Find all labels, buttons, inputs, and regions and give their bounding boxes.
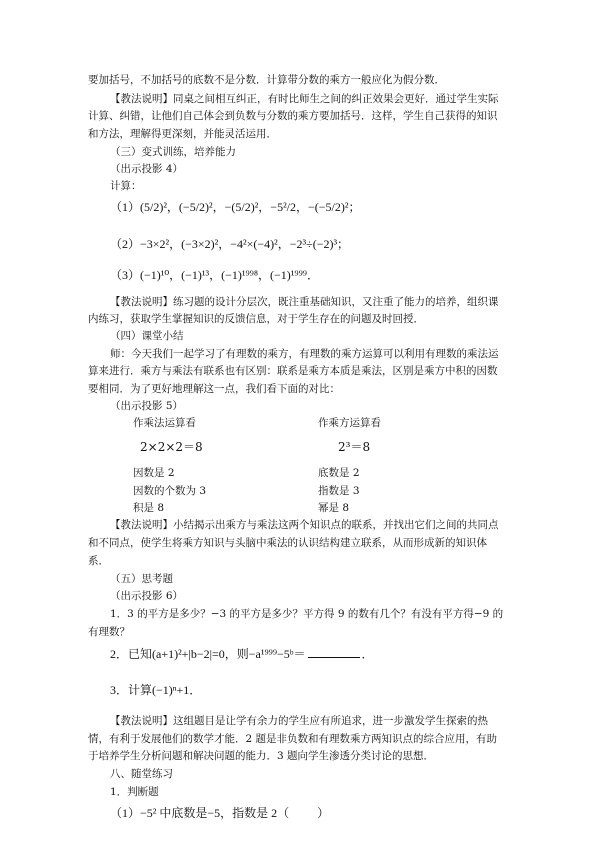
text-line: 有理数？ <box>88 626 130 638</box>
exercise-1-expressions: （1）(5/2)²，(−5/2)²，−(5/2)²，−5²/2，−(−5/2)²； <box>110 200 361 214</box>
text-line: 情，有利于发展他们的数学才能．2 题是非负数和有理数乘方两知识点的综合应用，有助 <box>88 733 498 745</box>
comparison-left-row: 积是 8 <box>133 502 165 514</box>
text-line: 算来进行．乘方与乘法有联系也有区别：联系是乘方本质是乘法，区别是乘方中积的因数 <box>88 365 498 377</box>
exercise-3-expressions: （3）(−1)¹⁰，(−1)¹³，(−1)¹⁹⁹⁸，(−1)¹⁹⁹⁹． <box>110 268 319 282</box>
text-line: 计算、纠错，让他们自己体会到负数与分数的乘方要加括号．这样，学生自己获得的知识 <box>88 110 498 122</box>
teaching-note: 【教法说明】小结揭示出乘方与乘法这两个知识点的联系，并找出它们之间的共同点 <box>110 519 499 531</box>
text-line: 于培养学生分析问题和解决问题的能力．3 题向学生渗透分类讨论的思想． <box>88 750 435 762</box>
projection-label: （出示投影 6） <box>110 590 184 602</box>
comparison-left-equation: 2×2×2＝8 <box>140 440 203 454</box>
question-2-end: ． <box>361 647 374 661</box>
answer-blank <box>308 647 360 658</box>
comparison-right-equation: 2³＝8 <box>338 440 371 454</box>
section-heading: （四）课堂小结 <box>110 330 184 342</box>
text-line: 系． <box>88 555 109 567</box>
comparison-right-row: 指数是 3 <box>318 485 360 497</box>
comparison-left-row: 因数的个数为 3 <box>133 485 207 497</box>
section-heading: 八、随堂练习 <box>110 768 173 780</box>
text-line: 和方法，理解得更深刻，并能灵活运用． <box>88 128 277 140</box>
projection-label: （出示投影 4） <box>110 163 184 175</box>
teaching-note: 【教法说明】同桌之间相互纠正，有时比师生之间的纠正效果会更好．通过学生实际 <box>110 93 499 105</box>
teaching-note: 【教法说明】这组题目是让学有余力的学生应有所追求，进一步激发学生探索的热 <box>110 715 488 727</box>
text-line: 要加括号，不加括号的底数不是分数．计算带分数的乘方一般应化为假分数． <box>88 74 445 86</box>
comparison-left-header: 作乘法运算看 <box>133 417 196 429</box>
text-line: 内练习，获取学生掌握知识的反馈信息，对于学生存在的问题及时回授． <box>88 313 424 325</box>
exercise-2-expressions: （2）−3×2²，(−3×2)²，−4²×(−4)²，−2³÷(−2)³； <box>110 237 350 251</box>
judgement-question-text: （1）−5² 中底数是−5，指数是 2（ <box>110 806 290 820</box>
text-line: 和不同点，使学生将乘方知识与头脑中乘法的认识结构建立联系，从而形成新的知识体 <box>88 537 487 549</box>
question-3: 3．计算(−1)ⁿ+1． <box>110 683 202 697</box>
section-heading: （三）变式训练，培养能力 <box>110 146 236 158</box>
comparison-right-header: 作乘方运算看 <box>318 417 381 429</box>
text-line: 1．判断题 <box>110 786 159 798</box>
comparison-left-row: 因数是 2 <box>133 467 175 479</box>
judgement-question-1 <box>110 806 530 820</box>
comparison-right-row: 底数是 2 <box>318 467 360 479</box>
text-line: 计算： <box>110 180 142 192</box>
question-2-text: 2．已知(a+1)²+|b−2|=0，则−a¹⁹⁹⁹−5ᵇ＝ <box>110 647 306 661</box>
section-heading: （五）思考题 <box>110 573 173 585</box>
text-line: 师：今天我们一起学习了有理数的乘方，有理数的乘方运算可以利用有理数的乘法运 <box>110 348 499 360</box>
comparison-right-row: 幂是 8 <box>318 502 350 514</box>
judgement-close-paren: ） <box>317 806 330 820</box>
text-line: 要相同．为了更好地理解这一点，我们看下面的对比： <box>88 383 340 395</box>
projection-label: （出示投影 5） <box>110 400 184 412</box>
question-2 <box>110 647 530 661</box>
teaching-note: 【教法说明】练习题的设计分层次，既注重基础知识，又注重了能力的培养，组织课 <box>110 296 499 308</box>
question-1: 1．3 的平方是多少？−3 的平方是多少？平方得 9 的数有几个？有没有平方得−9 的 <box>110 608 504 620</box>
